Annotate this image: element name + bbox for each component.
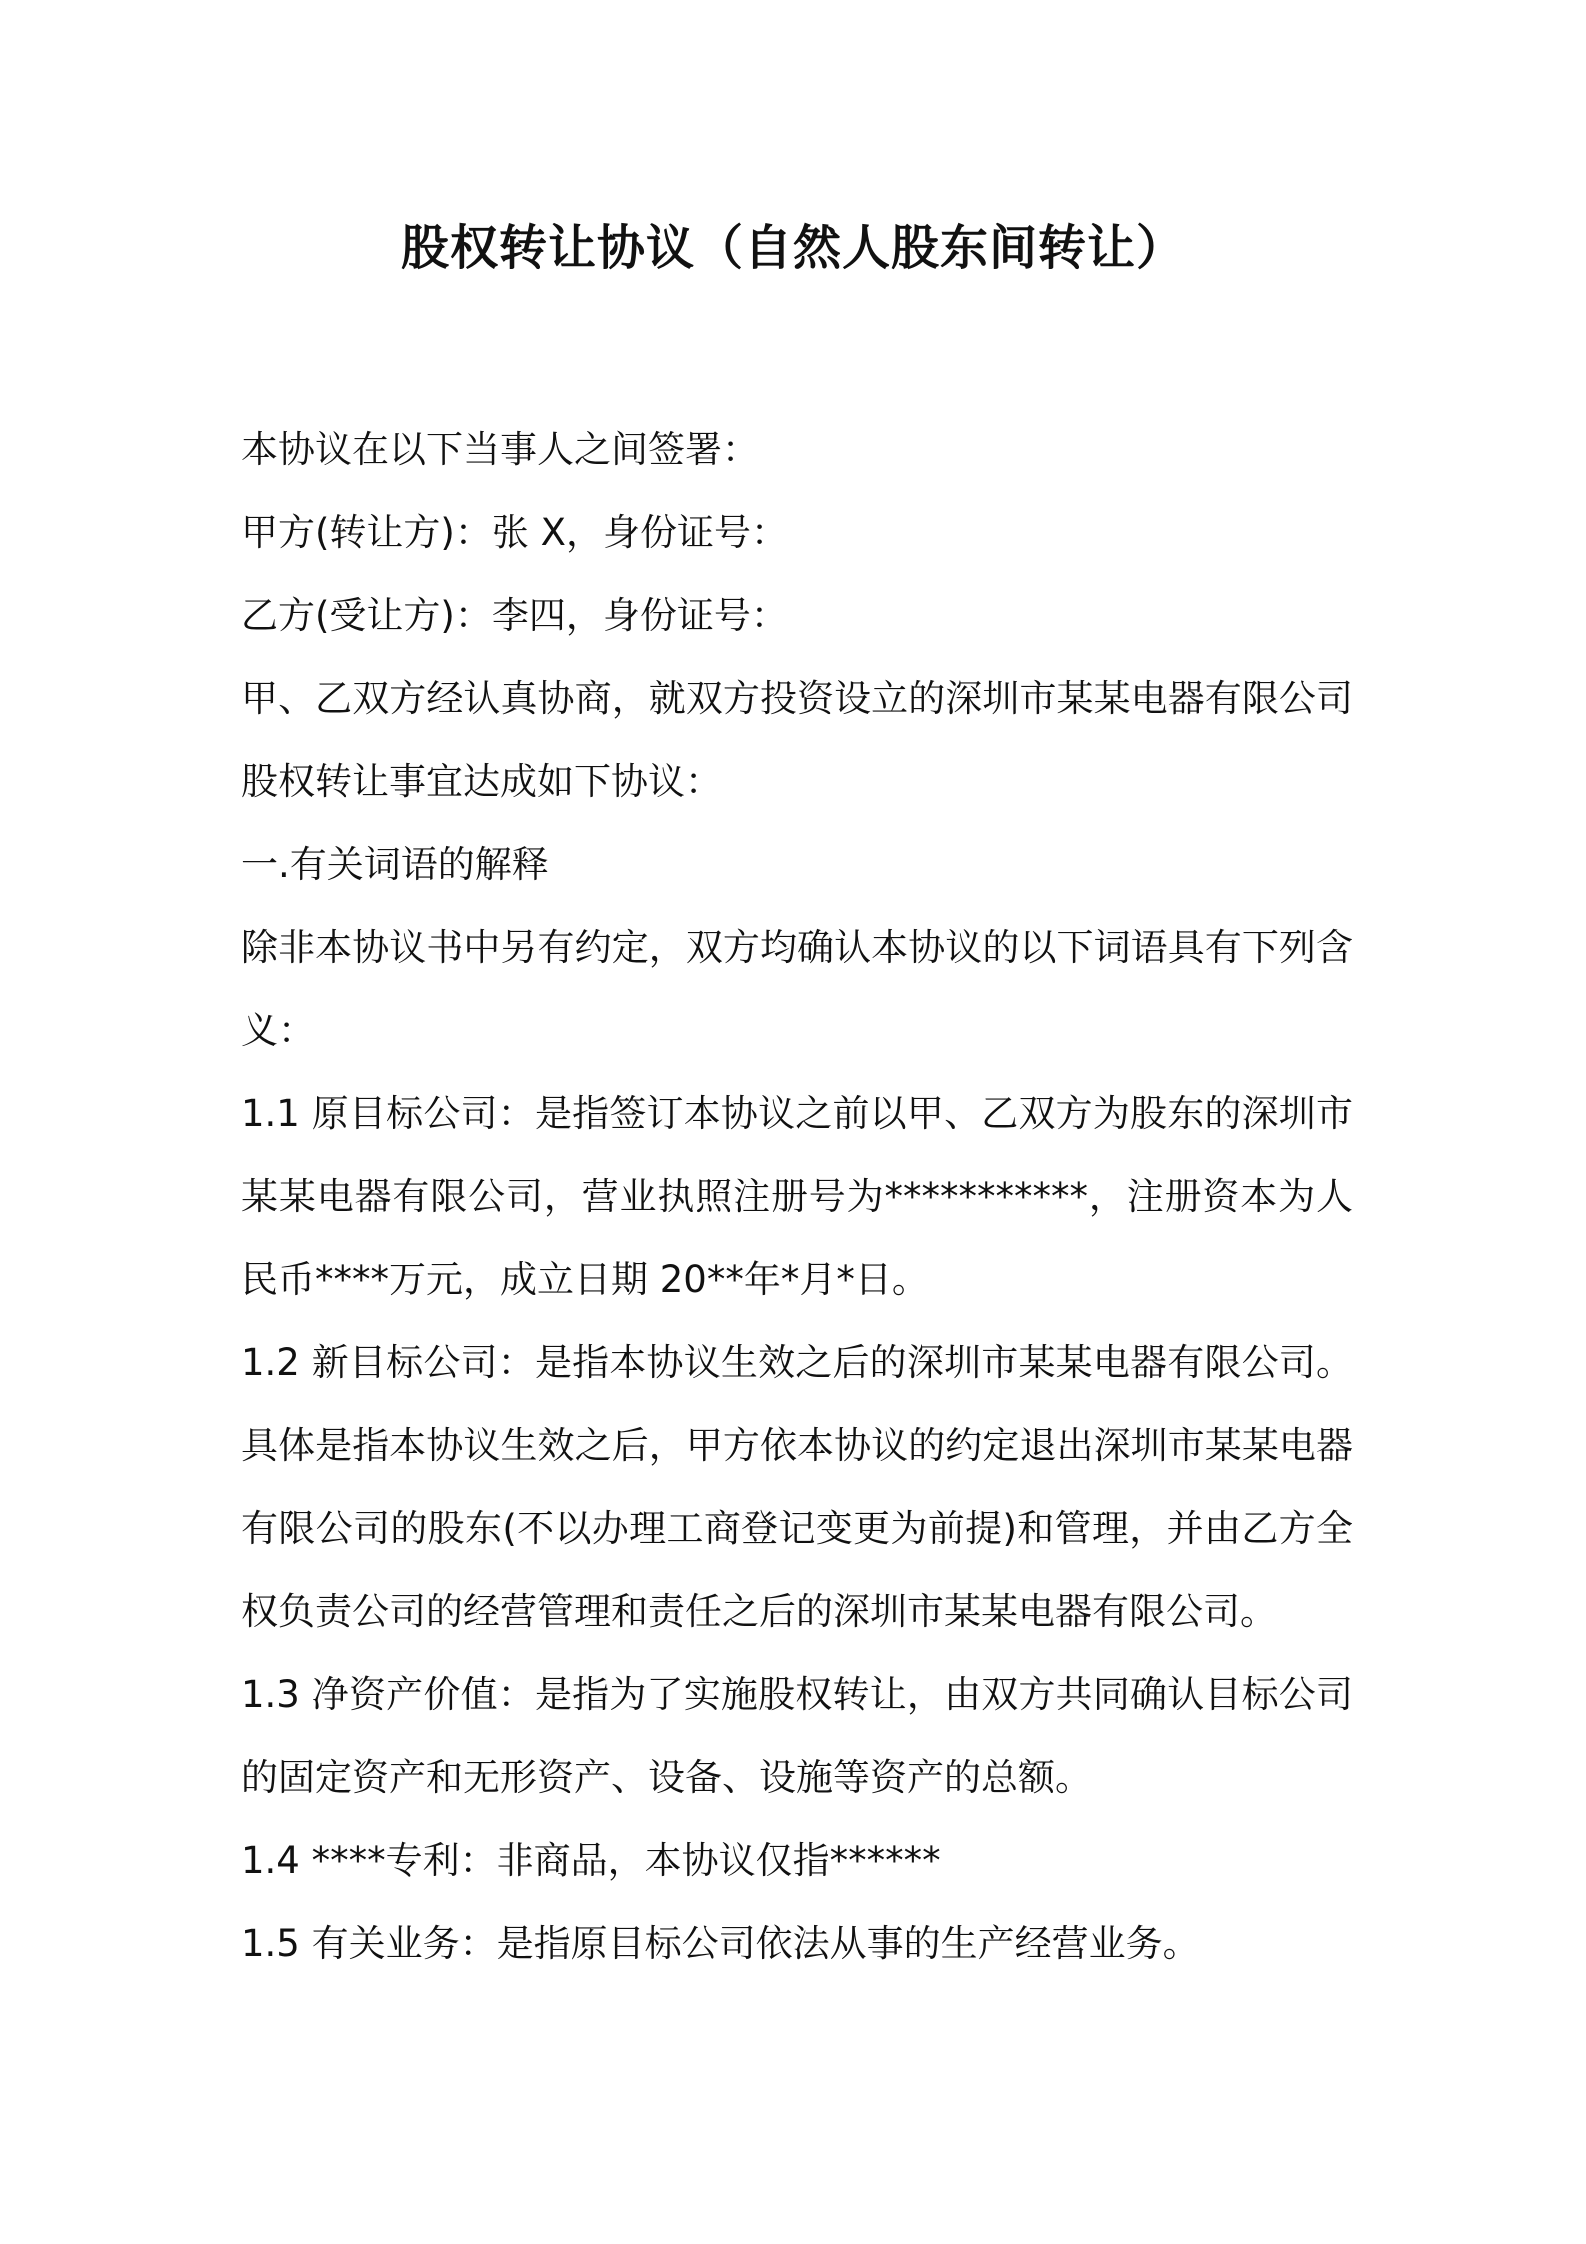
clause-1-3-line: 1.3 净资产价值：是指为了实施股权转让，由双方共同确认目标公司: [241, 1673, 1353, 1716]
paragraph-line: 除非本协议书中另有约定，双方均确认本协议的以下词语具有下列含: [241, 926, 1353, 969]
preamble-line: 股权转让事宜达成如下协议：: [241, 760, 722, 803]
document-title: 股权转让协议（自然人股东间转让）: [400, 220, 1185, 276]
preamble-line: 甲、乙双方经认真协商，就双方投资设立的深圳市某某电器有限公司: [241, 677, 1353, 720]
clause-1-1-line: 某某电器有限公司，营业执照注册号为***********，注册资本为人: [241, 1175, 1353, 1218]
clause-1-3-line: 的固定资产和无形资产、设备、设施等资产的总额。: [241, 1756, 1092, 1799]
clause-1-1-line: 民币****万元，成立日期 20**年*月*日。: [241, 1258, 929, 1301]
paragraph-line: 义：: [241, 1009, 315, 1052]
party-b: 乙方(受让方)：李四，身份证号：: [241, 594, 788, 637]
clause-1-1-line: 1.1 原目标公司：是指签订本协议之前以甲、乙双方为股东的深圳市: [241, 1092, 1353, 1135]
clause-1-5-line: 1.5 有关业务：是指原目标公司依法从事的生产经营业务。: [241, 1922, 1200, 1965]
clause-1-2-line: 具体是指本协议生效之后，甲方依本协议的约定退出深圳市某某电器: [241, 1424, 1353, 1467]
parties-intro: 本协议在以下当事人之间签署：: [241, 428, 759, 471]
clause-1-4-line: 1.4 ****专利：非商品，本协议仅指******: [241, 1839, 941, 1882]
clause-1-2-line: 1.2 新目标公司：是指本协议生效之后的深圳市某某电器有限公司。: [241, 1341, 1353, 1384]
clause-1-2-line: 权负责公司的经营管理和责任之后的深圳市某某电器有限公司。: [241, 1590, 1277, 1633]
document-body: [241, 408, 1361, 1985]
clause-1-2-line: 有限公司的股东(不以办理工商登记变更为前提)和管理，并由乙方全: [241, 1507, 1353, 1550]
section-heading: 一.有关词语的解释: [241, 843, 549, 886]
party-a: 甲方(转让方)：张 X，身份证号：: [241, 511, 788, 554]
